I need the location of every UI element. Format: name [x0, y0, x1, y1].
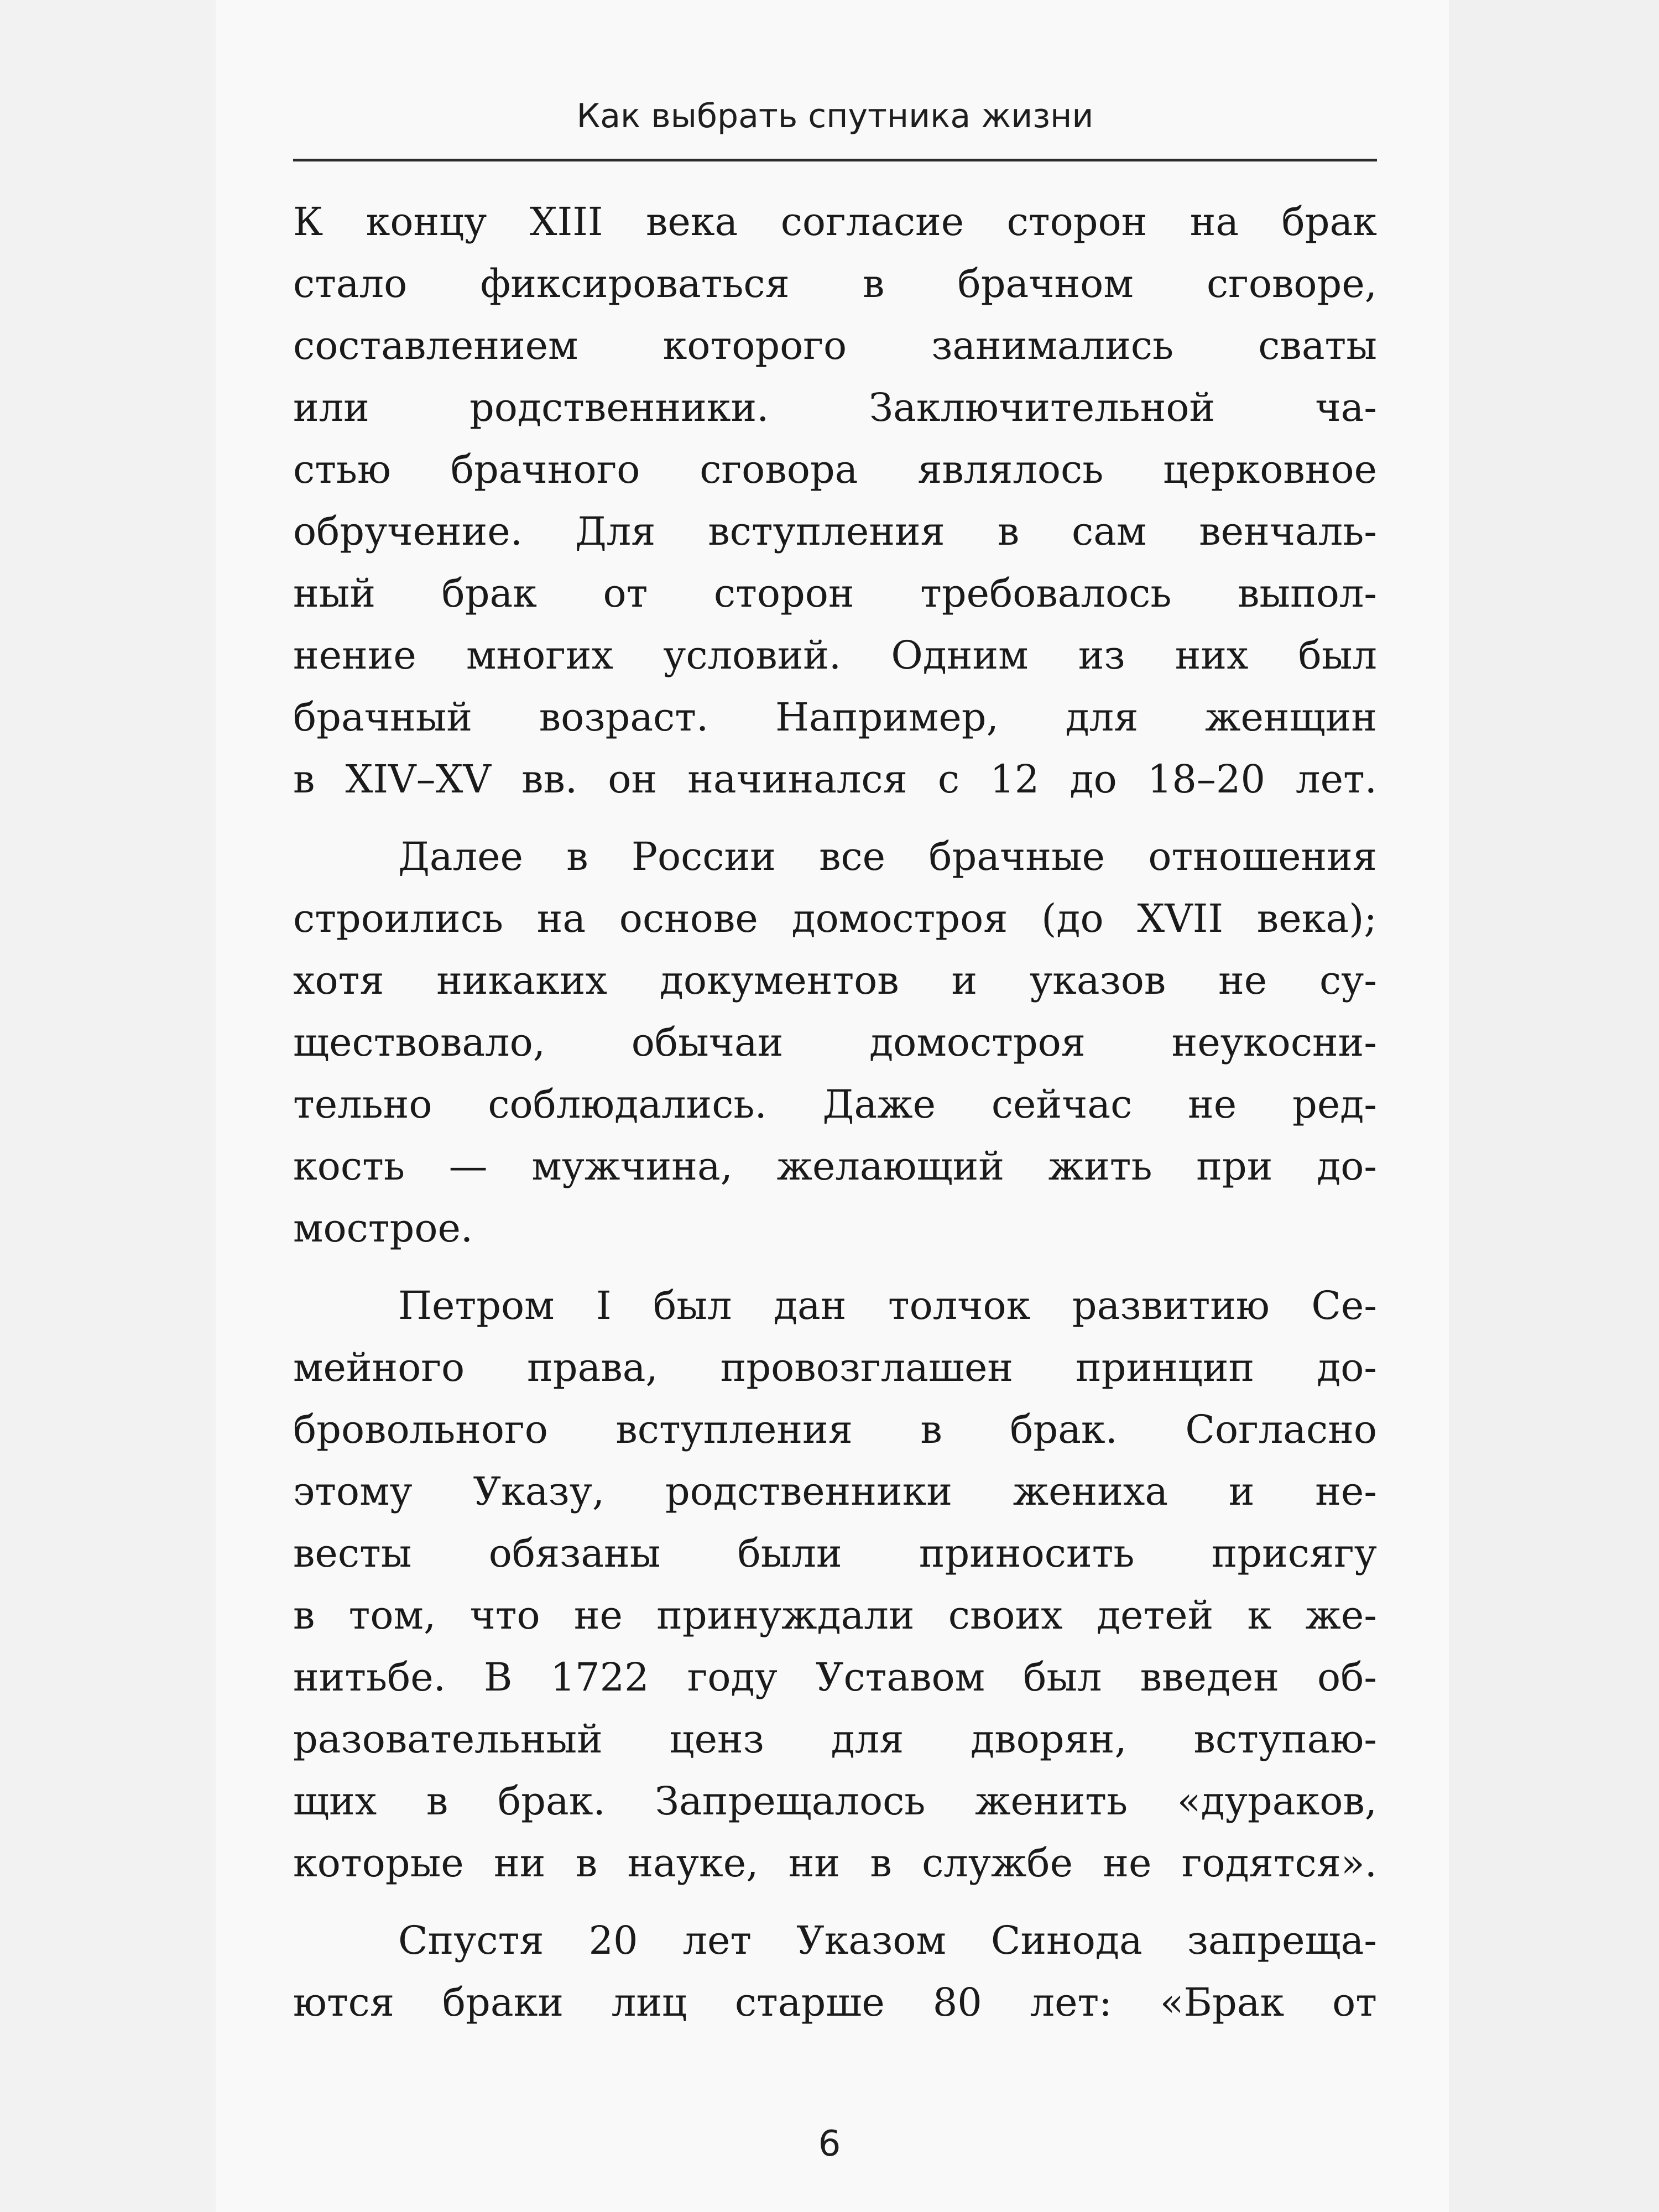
text-line: ный брак от сторон требовалось выпол-	[293, 571, 1377, 616]
text-line: К концу XIII века согласие сторон на брак	[293, 199, 1377, 244]
text-line: разовательный ценз для дворян, вступаю-	[293, 1717, 1377, 1762]
text-line: хотя никаких документов и указов не су-	[293, 958, 1377, 1003]
text-line: тельно соблюдались. Даже сейчас не ред-	[293, 1082, 1377, 1127]
text-line: нитьбе. В 1722 году Уставом был введен об-	[293, 1655, 1377, 1700]
text-line: мейного права, провозглашен принцип до-	[293, 1345, 1377, 1390]
text-line: нение многих условий. Одним из них был	[293, 633, 1377, 678]
text-line: щих в брак. Запрещалось женить «дураков,	[293, 1778, 1377, 1824]
text-line: которые ни в науке, ни в службе не годятся».	[293, 1840, 1377, 1886]
right-page-edge	[1449, 0, 1659, 2212]
text-line: Петром I был дан толчок развитию Се-	[398, 1283, 1377, 1328]
text-line: Спустя 20 лет Указом Синода запреща-	[398, 1918, 1377, 1963]
text-line: ются браки лиц старше 80 лет: «Брак от	[293, 1980, 1377, 2025]
text-line: весты обязаны были приносить присягу	[293, 1531, 1377, 1576]
text-line: строились на основе домостроя (до XVII века);	[293, 896, 1377, 941]
left-page-edge	[0, 0, 216, 2212]
text-line: этому Указу, родственники жениха и не-	[293, 1469, 1377, 1514]
text-line: бровольного вступления в брак. Согласно	[293, 1407, 1377, 1452]
text-line: брачный возраст. Например, для женщин	[293, 695, 1377, 740]
text-line: в том, что не принуждали своих детей к же-	[293, 1593, 1377, 1638]
text-line: составлением которого занимались сваты	[293, 323, 1377, 368]
text-line: обручение. Для вступления в сам венчаль-	[293, 509, 1377, 554]
text-line: в XIV–XV вв. он начинался с 12 до 18–20 лет.	[293, 757, 1377, 802]
text-line: Далее в России все брачные отношения	[398, 834, 1377, 879]
header-rule	[293, 159, 1377, 161]
body-text	[293, 191, 1377, 2033]
text-line: стало фиксироваться в брачном сговоре,	[293, 261, 1377, 306]
text-line: мострое.	[293, 1206, 473, 1251]
text-line: стью брачного сговора являлось церковное	[293, 447, 1377, 492]
text-line: или родственники. Заключительной ча-	[293, 385, 1377, 430]
page-number: 6	[818, 2124, 841, 2164]
text-line: ществовало, обычаи домостроя неукосни-	[293, 1020, 1377, 1065]
text-line: кость — мужчина, желающий жить при до-	[293, 1144, 1377, 1189]
running-head: Как выбрать спутника жизни	[576, 97, 1094, 135]
